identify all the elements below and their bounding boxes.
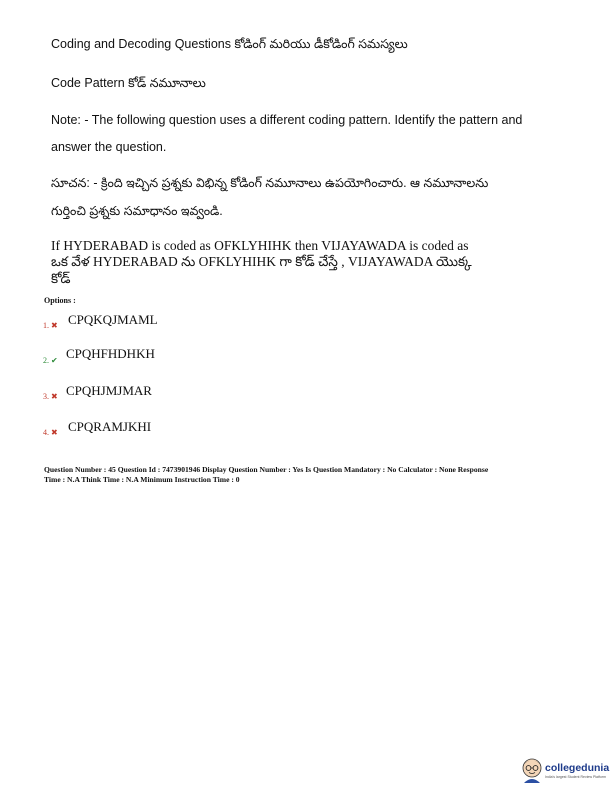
brand-name: collegedunia — [545, 762, 610, 774]
option-1-text: CPQKQJMAML — [68, 312, 158, 327]
student-avatar-icon — [521, 757, 543, 783]
note-line-telugu-2: గుర్తించి ప్రశ్నకు సమాధానం ఇవ్వండి. — [51, 204, 223, 218]
option-number: 3. — [43, 392, 49, 401]
question-metadata-line-2: Time : N.A Think Time : N.A Minimum Instruction Time : 0 — [44, 475, 240, 484]
option-number: 4. — [43, 428, 49, 437]
note-line-telugu-1: సూచన: - క్రింది ఇచ్చిన ప్రశ్నకు విభిన్న కోడింగ్ నమూనాలు ఉపయోగించారు. ఆ నమూనాలను — [51, 176, 489, 190]
option-3-text: CPQHJMJMAR — [66, 383, 152, 398]
cross-icon: ✖ — [51, 428, 58, 437]
cross-icon: ✖ — [51, 321, 58, 330]
brand-tagline: India's largest Student Review Platform — [545, 775, 606, 779]
option-2-number — [43, 356, 58, 365]
page-header-title: Coding and Decoding Questions కోడింగ్ మరియు డీకోడింగ్ సమస్యలు — [51, 37, 408, 51]
question-text-telugu-1: ఒక వేళ HYDERABAD ను OFKLYHIHK గా కోడ్ చేస్తే , VIJAYAWADA యొక్క — [51, 254, 472, 269]
note-line-english-1: Note: - The following question uses a different coding pattern. Identify the pattern and — [51, 113, 523, 127]
checkmark-icon: ✔ — [51, 356, 58, 365]
code-pattern-heading: Code Pattern కోడ్ నమూనాలు — [51, 76, 206, 90]
option-number: 2. — [43, 356, 49, 365]
question-text-telugu-2: కోడ్ — [51, 271, 71, 286]
option-4-number — [43, 428, 58, 437]
question-metadata-line-1: Question Number : 45 Question Id : 7473901946 Display Question Number : Yes Is Question Mandatory : No Calculator : None Response — [44, 465, 489, 474]
cross-icon: ✖ — [51, 392, 58, 401]
option-1-number — [43, 321, 58, 330]
note-line-english-2: answer the question. — [51, 140, 167, 154]
question-text-english: If HYDERABAD is coded as OFKLYHIHK then VIJAYAWADA is coded as — [51, 238, 469, 253]
collegedunia-logo — [521, 757, 612, 787]
option-4-text: CPQRAMJKHI — [68, 419, 152, 434]
option-number: 1. — [43, 321, 49, 330]
options-label: Options : — [44, 296, 76, 305]
option-3-number — [43, 392, 58, 401]
option-2-text: CPQHFHDHKH — [66, 346, 155, 361]
